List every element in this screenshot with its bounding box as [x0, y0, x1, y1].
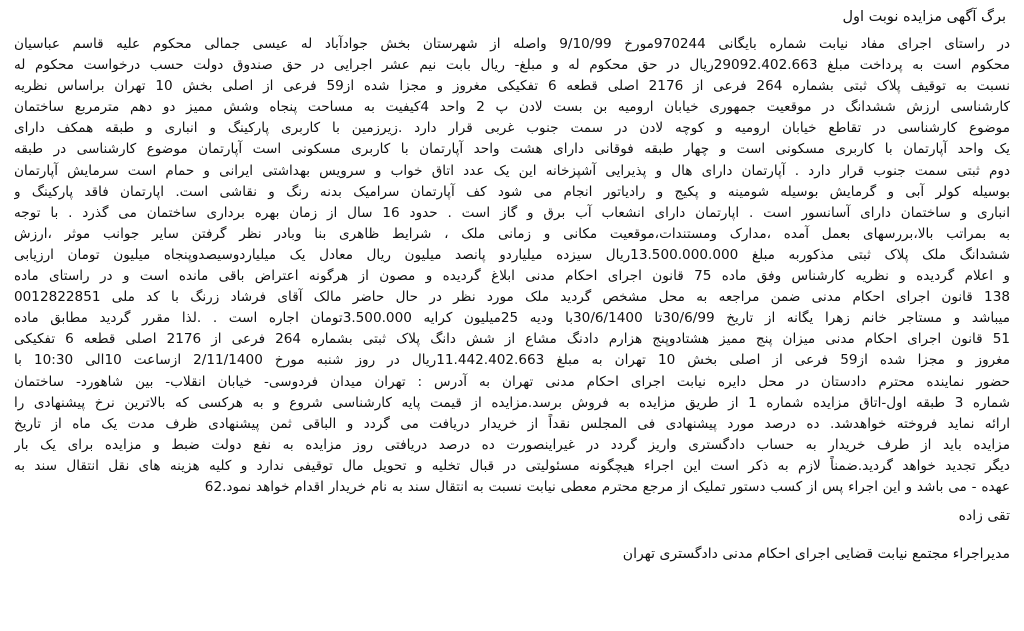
text-line: مغروز و مجزا شده از59 فرعی از اصلی بخش 10 تهران به مبلغ 11.442.402.663ریال در روز شنبه مورخ 2/11/1400 ازساعت 10الی 10:30 با [14, 352, 1010, 369]
text-line: کارشناسی ارزش ششدانگ در موقعیت جمهوری خیابان ارومیه بن بست لادن پ 2 واحد 4کیفیت به مساحت پنجاه وشش ممیز دو دهم مترمربع ساختمان [14, 99, 1010, 116]
text-line: موضوع کارشناسی در تقاطع خیابان ارومیه و کوچه لادن در سمت جنوب غربی قرار دارد .زیرزمین با کاربری پارکینگ و انباری و طبقه همکف دارای [14, 120, 1010, 137]
text-line: دوم ثبتی سمت جنوب قرار دارد . آپارتمان دارای هال و پذیرایی آشپزخانه این یک عدد اتاق خواب و سرویس بهداشتی ایرانی و حمام است سرمایش آپارتمان [14, 162, 1010, 179]
text-line: میباشد و مستاجر خانم زهرا یگانه از تاریخ 30/6/99تا 30/6/1400با ودیه 25میلیون کرایه 3.500.000تومان اجاره است . .لذا مقرر گردید مطابق ماده [14, 310, 1010, 327]
signature-office: مدیراجراء مجتمع نیابت قضایی اجرای احکام مدنی دادگستری تهران [622, 546, 1010, 563]
notice-body [14, 34, 1010, 498]
text-line: بوسیله کولر آبی و گرمایش بوسیله شومینه و پکیج و رادیاتور انجام می شود کف آپارتمان سرامیک بدنه رنگ و نقاشی است. اپارتمان فاقد پارکینگ و [14, 183, 1010, 200]
text-line: به بمراتب بالا،بررسهای بعمل آمده ،مدارک ومستندات،موقعیت مکانی و زمانی ملک ، شرایط ظاهری بنا وبادر نظر گرفتن سایر جوانب موثر ،ارزش [14, 225, 1010, 242]
notice-title: برگ آگهی مزایده نوبت اول [842, 9, 1006, 25]
text-line: در راستای اجرای مفاد نیابت شماره بایگانی 970244مورخ 9/10/99 واصله از شهرستان بخش جوادآباد له عیسی جمالی محکوم علیه قاسم عباسیان [14, 36, 1010, 52]
signature-block [14, 506, 1010, 565]
text-line: حضور نماینده محترم دادستان در محل دایره نیابت اجرای احکام مدنی تهران به آدرس : تهران میدان فردوسی- خیابان انقلاب- بین شاهورد- ساختمان [14, 373, 1010, 390]
signature-name: تقی زاده [958, 508, 1010, 525]
text-line: دیگر تجدید خواهد گردید.ضمناً لازم به ذکر است این اجراء هیچگونه مسئولیتی در قبال تخلیه و تحویل مال توقیفی ندارد و کلیه هزینه های نقل انتقال سند به [14, 457, 1010, 474]
text-line: عهده - می باشد و این اجراء پس از کسب دستور تملیک از مرجع محترم معطی نیابت نسبت به انتقال سند به نام خریدار اقدام خواهد نمود.62 [204, 478, 1010, 495]
text-line: شماره 3 طبقه اول-اتاق مزایده شماره 1 از طریق مزایده به فروش برسد.مزایده از قیمت پایه کارشناسی شروع و به هرکسی که بالاترین نرخ پیشنهادی را [14, 394, 1010, 411]
auction-notice [14, 6, 1010, 626]
text-line: نسبت به توقیف پلاک ثبتی بشماره 264 فرعی از 2176 اصلی قطعه 6 تفکیکی مغروز و مجزا شده از59 فرعی از اصلی بخش 10 تهران براساس نظریه [14, 78, 1010, 95]
text-line: انباری و ساختمان دارای آسانسور است . اپارتمان دارای انشعاب آب برق و گاز است . حدود 16 سال از زمان بهره برداری ساختمان می گذرد . با توجه [14, 204, 1010, 221]
text-line: 51 قانون اجرای احکام مدنی میزان پنج ممیز هشتادوپنج هزارم دادنگ مشاع از شش دانگ پلاک ثبتی بشماره 264 فرعی از 2176 اصلی قطعه 6 تفکیکی [14, 331, 1010, 348]
text-line: یک واحد آپارتمان با کاربری مسکونی است و چهار طبقه فوقانی دارای هشت واحد آپارتمان با کاربری مسکونی است آپارتمان موضوع کارشناسی در طبقه [14, 141, 1010, 158]
text-line: 138 قانون اجرای احکام مدنی ضمن مراجعه به محل مشخص گردید ملک مورد نظر در حال حاضر مالک آقای فرشاد زرنگ با کد ملی 0012822851 [14, 289, 1010, 306]
text-line: و اعلام گردیده و نظریه کارشناس وفق ماده 75 قانون اجرای احکام مدنی ابلاغ گردیده و مصون از هرگونه اعتراض باقی مانده است و در راستای ماده [14, 268, 1010, 285]
text-line: ششدانگ ملک پلاک ثبتی مذکوربه مبلغ 13.500.000.000ریال سیزده میلیاردو پانصد میلیون ریال معادل یک میلیاردوسیصدوپنجاه میلیون تومان ارزیابی [14, 246, 1010, 263]
text-line: ارائه نماید فروخته خواهدشد. ده درصد مورد پیشنهادی فی المجلس نقداً از خریدار دریافت می گردد و الباقی ثمن پیشنهادی ظرف مدت یک ماه از تاریخ [14, 415, 1010, 432]
text-line: مزایده باید از طرف خریدار به حساب دادگستری واریز گردد در غیراینصورت ده درصد دریافتی روز مزایده به نفع دولت ضبط و مزایده برای یک بار [14, 436, 1010, 453]
text-line: محکوم است به پرداخت مبلغ 29092.402.663ریال در حق محکوم له و مبلغ- ریال بابت نیم عشر اجرایی در حق صندوق دولت حسب درخواست محکوم له [14, 57, 1010, 74]
